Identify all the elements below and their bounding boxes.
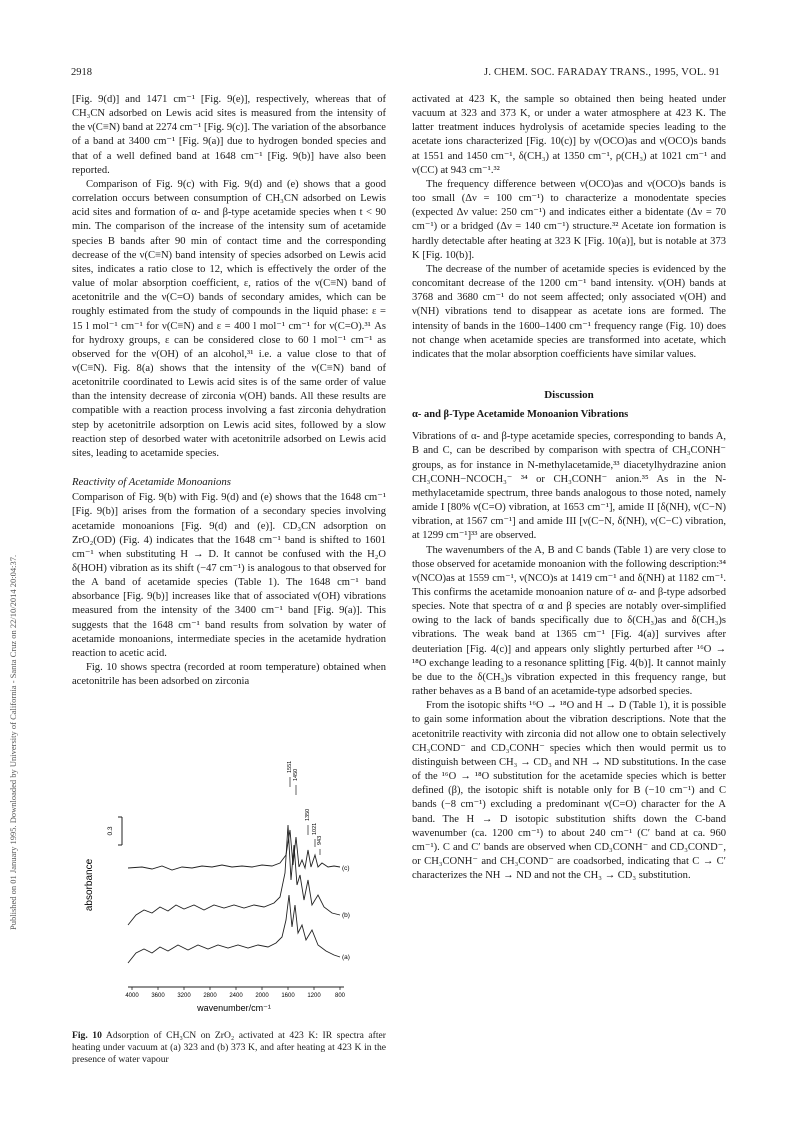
x-tick-label: 2000 bbox=[255, 993, 269, 999]
paragraph: The decrease of the number of acetamide species is evidenced by the concomitant decrease of the 1200 cm⁻¹ band intensity. ν(OH) bands at 3768 and 3680 cm⁻¹ do not seem affected; only associated ν(OH) and ν(NH) vibrations tend to disappear as acetate ions are formed. The intensity of bands in the 1600–1400 cm⁻¹ frequency range (Fig. 10) does not change when acetamide species are transformed into acetate, which indicates that the molar absorption coefficients have similar values. bbox=[412, 263, 726, 360]
spectrum-curve-b bbox=[128, 822, 340, 925]
left-column bbox=[72, 93, 386, 689]
caption-text: Adsorption of CH₃CN on ZrO₂ activated at 423 K: IR spectra after heating under vacuum at (a) 323 and (b) 373 K, and after heating at 423 K in the presence of water vapour bbox=[72, 1030, 386, 1065]
paragraph: activated at 423 K, the sample so obtained then being heated under vacuum at 323 and 373 K, or under a water atmosphere at 423 K. The latter treatment induces hydrolysis of acetamide species leading to the acetate ions characterized [Fig. 10(c)] by ν(OCO)as and ν(OCO)s bands at 1551 and 1450 cm⁻¹, δ(CH₃) at 1350 cm⁻¹, ρ(CH₃) at 1021 cm⁻¹ and ν(CC) at 943 cm⁻¹.³² bbox=[412, 94, 726, 176]
y-axis-label: absorbance bbox=[84, 858, 95, 912]
spectrum-curve-c bbox=[128, 830, 340, 870]
paragraph: From the isotopic shifts ¹⁶O → ¹⁸O and H → D (Table 1), it is possible to gain some information about the vibration descriptions. Note that the acetonitrile reactivity with zirconia did not allow one to obtain selectively CH₃COND⁻ and CD₃CONH⁻ species which then would permit us to distinguish between CH₃ → CD₃ and NH → ND substitutions. In the case of the ¹⁶O → ¹⁸O substitution for the acetamide species which is better defined (β), the isotopic shift is notable only for B (−10 cm⁻¹) and C bands (−8 cm⁻¹) excluding a predominant ν(C=O) character for the A band. The H → D isotopic substitution shifts down the C-band wavenumber (ca. 1200 cm⁻¹) to about 240 cm⁻¹ (C′ band at ca. 960 cm⁻¹). C and C′ bands are observed when CD₃CONH⁻ and CD₃COND⁻, or CH₃CONH⁻ and CH₃COND⁻ are coadsorbed, indicating that C → C′ characterizes the NH → ND and not the CH₃ → CD₃ substitution. bbox=[412, 700, 726, 882]
peak-label-1021: 1021 bbox=[312, 822, 318, 835]
x-tick-label: 4000 bbox=[125, 993, 139, 999]
journal-header: J. CHEM. SOC. FARADAY TRANS., 1995, VOL. 91 bbox=[484, 67, 720, 78]
paragraph: Comparison of Fig. 9(c) with Fig. 9(d) and (e) shows that a good correlation occurs between consumption of CH₃CN adsorbed on Lewis acid sites and formation of α- and β-type acetamide species when t < 90 min. The comparison of the increase of the intensity sum of acetamide species B bands after 90 min of contact time and the corresponding decrease of the ν(C≡N) band intensity of species adsorbed on Lewis acid sites, indicates a ratio close to 12, which is effectively the order of the value of molar absorption coefficient, ε, ratios of the ν(C≡N) band of acetonitrile and the ν(C=O) bands of secondary amides, which can be roughly estimated from the study of compounds in the liquid phase: ε = 15 l mol⁻¹ cm⁻¹ for ν(C≡N) and ε = 400 l mol⁻¹ cm⁻¹ for ν(C=O).³¹ As for hydroxy groups, ε can be considered close to 60 l mol⁻¹ cm⁻¹ as observed for the ν(OH) of an alcohol,³¹ i.e. a value close to that of ν(C≡N). Fig. 8(a) shows that the intensity of the ν(C≡N) band of acetonitrile coordinated to Lewis acid sites is of the same order of value than the intensity decrease of zirconia ν(OH) bands. All these results are compatible with a reaction process involving a fast zirconia dehydration step by acetonitrile adsorption on Lewis acid sites, followed by a slow reaction step of desorbed water with acetonitrile adsorbed on Lewis acid sites, leading to acetamide species. bbox=[72, 178, 386, 459]
x-tick-label: 800 bbox=[334, 993, 346, 999]
right-column bbox=[412, 93, 726, 883]
caption-label: Fig. 10 bbox=[72, 1030, 102, 1041]
x-tick-label: 2400 bbox=[229, 993, 243, 999]
section-heading: Reactivity of Acetamide Monoanions bbox=[72, 476, 232, 489]
paragraph: Vibrations of α- and β-type acetamide species, corresponding to bands A, B and C, can be described by comparison with spectra of CH₃CONH⁻ groups, as for instance in N-methylacetamide,³³ diacetylhydrazine anion CH₃CONH−NCOCH₃⁻ ³⁴ or CH₃CONH⁻ anion.³⁵ As in the N-methylacetamide spectrum, three bands analogous to those noted, namely amide I [80% ν(C=O) vibration, at 1653 cm⁻¹], amide II [δ(NH), ν(C−N) vibration, at 1567 cm⁻¹] and amide III [ν(C−N, δ(NH), ν(C−C) vibration, at 1299 cm⁻¹]³³ are observed. bbox=[412, 431, 726, 542]
x-tick-label: 3200 bbox=[177, 993, 191, 999]
paragraph: Comparison of Fig. 9(b) with Fig. 9(d) and (e) shows that the 1648 cm⁻¹ [Fig. 9(b)] arises from the formation of a secondary species involving acetamide monoanions [Fig. 9(d) and (e)]. CD₃CN adsorption on ZrO₂(OD) (Fig. 4) indicates that the 1648 cm⁻¹ band is shifted to 1601 cm⁻¹ when substituting H → D. It cannot be confused with the H₂O δ(HOH) vibration as its shift (−47 cm⁻¹) is analogous to that observed for the A band of acetamide species (Table 1). The 1648 cm⁻¹ band absorbance [Fig. 9(b)] increases like that of associated ν(OH) vibrations measured from the intensity of the 3400 cm⁻¹ band [Fig. 9(a)]. This suggests that the 1648 cm⁻¹ band results from solvation by water of acetamide monoanions, intermediate species in the acetamide hydration reaction to acetic acid. bbox=[72, 492, 386, 659]
figure-caption bbox=[72, 1030, 386, 1066]
download-sidenote: Published on 01 January 1995. Downloaded by University of California - Santa Cruz on 22/10/2014 20:04:37. bbox=[8, 554, 18, 930]
curve-label-c: (c) bbox=[342, 865, 350, 872]
figure-10 bbox=[72, 755, 388, 1027]
ir-spectra-plot bbox=[72, 755, 388, 1027]
discussion-heading: Discussion bbox=[544, 388, 594, 401]
peak-label-1450: 1450 bbox=[293, 768, 299, 781]
curve-label-a: (a) bbox=[342, 954, 350, 961]
peak-label-1350: 1350 bbox=[305, 808, 311, 821]
x-tick-label: 1200 bbox=[307, 993, 321, 999]
paragraph: The frequency difference between ν(OCO)as and ν(OCO)s bands is too small (Δν = 100 cm⁻¹) to characterize a monodentate species (expected Δν value: 250 cm⁻¹) and indicates either a bidentate (Δν = 70 cm⁻¹) or a bridged (Δν = 140 cm⁻¹) structure.³² Acetate ion formation is hardly detectable after heating at 323 K [Fig. 10(a)], but is notable at 373 K [Fig. 10(b)]. bbox=[412, 178, 726, 261]
paragraph: The wavenumbers of the A, B and C bands (Table 1) are very close to those observed for acetamide monoanion with the following description:³⁴ ν(NCO)as at 1559 cm⁻¹, ν(NCO)s at 1419 cm⁻¹ and δ(NH) at 1182 cm⁻¹. This confirms the acetamide monoanion nature of α- and β-type adsorbed species. Note that spectra of α and β species are notably over-simplified owing to the lack of bands specifically due to δ(CH₃)as and δ(CH₃)s vibrations. The weak band at 1365 cm⁻¹ [Fig. 4(a)] survives after deuteriation [Fig. 4(c)] and appears only slightly perturbed after ¹⁶O → ¹⁸O exchange leading to a resonance splitting [Fig. 4(b)]. It cannot mainly be due to the δ(CH₃)s vibration expected in this frequency range, but rather behaves as a B band of an acetamide-type adsorbed species. bbox=[412, 544, 726, 698]
peak-label-943: 943 bbox=[317, 835, 323, 845]
peak-label-1551: 1551 bbox=[287, 760, 293, 773]
scale-label: 0.3 bbox=[107, 826, 114, 836]
x-tick-label: 1600 bbox=[281, 993, 295, 999]
paragraph: Fig. 10 shows spectra (recorded at room temperature) obtained when acetonitrile has been adsorbed on zirconia bbox=[72, 662, 386, 688]
subsection-heading: α- and β-Type Acetamide Monoanion Vibrations bbox=[412, 409, 629, 421]
x-tick-label: 2800 bbox=[203, 993, 217, 999]
page-number: 2918 bbox=[71, 67, 92, 78]
curve-label-b: (b) bbox=[342, 912, 350, 919]
x-tick-label: 3600 bbox=[151, 993, 165, 999]
x-axis-label: wavenumber/cm⁻¹ bbox=[197, 1003, 271, 1013]
paragraph: [Fig. 9(d)] and 1471 cm⁻¹ [Fig. 9(e)], respectively, whereas that of CH₃CN adsorbed on Lewis acid sites is measured from the intensity of the ν(C≡N) band at 2274 cm⁻¹ [Fig. 9(c)]. The variation of the absorbance of a band at 3400 cm⁻¹ [Fig. 9(a)] due to hydrogen bonded species and that of a well defined band at 1648 cm⁻¹ [Fig. 9(b)] have also been reported. bbox=[72, 94, 386, 176]
